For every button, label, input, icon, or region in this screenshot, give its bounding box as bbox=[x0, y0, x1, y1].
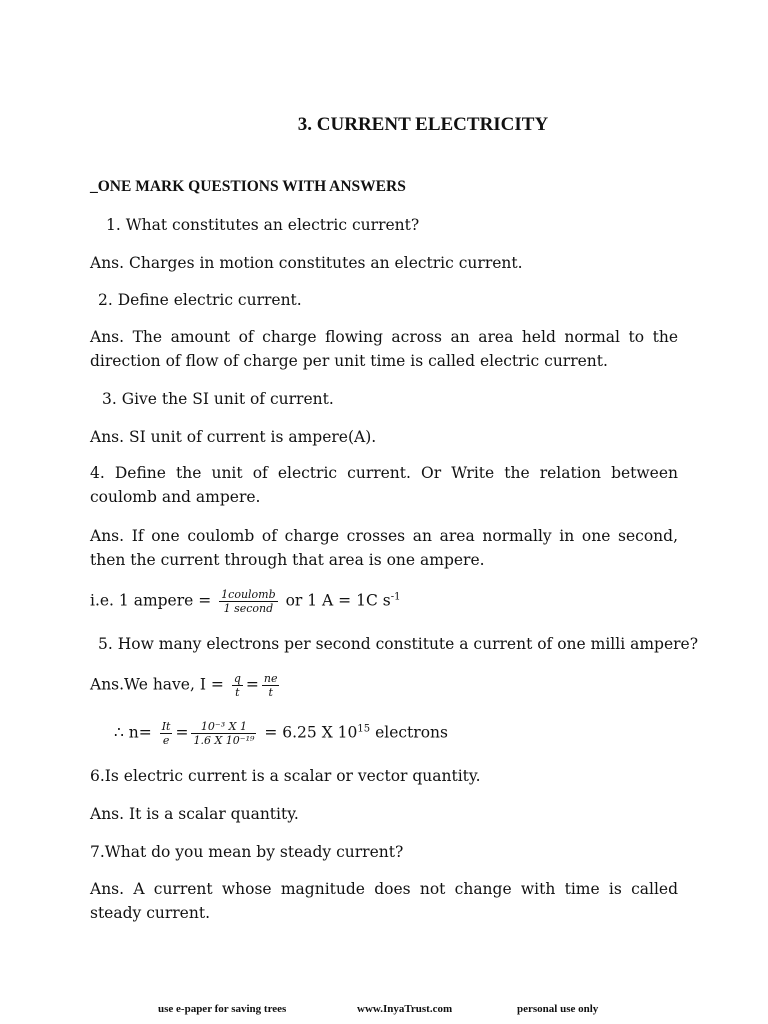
it-over-e-fraction bbox=[160, 720, 173, 747]
question-7: 7.What do you mean by steady current? bbox=[90, 843, 404, 861]
answer-1: Ans. Charges in motion constitutes an electric current. bbox=[90, 254, 523, 272]
section-heading bbox=[90, 178, 406, 196]
calc-unit: electrons bbox=[370, 723, 448, 742]
fraction-denominator: e bbox=[162, 734, 170, 747]
question-3: 3. Give the SI unit of current. bbox=[102, 390, 334, 408]
page-title: 3. CURRENT ELECTRICITY bbox=[297, 114, 549, 135]
equals-sign: = bbox=[175, 723, 189, 742]
relation-prefix: i.e. 1 ampere = bbox=[90, 591, 212, 610]
heading-underscore: _ bbox=[90, 178, 98, 195]
answer-4: Ans. If one coulomb of charge crosses an area normally in one second, then the current through that area is one ampere. bbox=[90, 527, 678, 569]
fraction-numerator: 1coulomb bbox=[221, 588, 276, 601]
fraction-numerator: q bbox=[233, 672, 241, 685]
fraction-denominator: 1 second bbox=[223, 602, 274, 615]
q-over-t-fraction bbox=[232, 672, 243, 699]
ampere-relation bbox=[90, 588, 678, 615]
footer-left: use e-paper for saving trees bbox=[158, 1003, 287, 1015]
ne-over-t-fraction bbox=[262, 672, 280, 699]
calc-result: = 6.25 X 10 bbox=[264, 723, 358, 742]
answer-5-calculation bbox=[114, 720, 702, 747]
relation-exponent: -1 bbox=[390, 591, 401, 603]
question-5: 5. How many electrons per second constitute a current of one milli ampere? bbox=[98, 635, 699, 653]
fraction-denominator: 1.6 X 10⁻¹⁹ bbox=[193, 734, 255, 747]
question-6: 6.Is electric current is a scalar or vector quantity. bbox=[90, 767, 481, 785]
answer-2: Ans. The amount of charge flowing across an area held normal to the direction of flow of charge per unit time is called electric current. bbox=[90, 328, 678, 370]
question-4: 4. Define the unit of electric current. Or Write the relation between coulomb and ampere. bbox=[90, 464, 678, 506]
fraction-numerator: It bbox=[161, 720, 171, 733]
answer-5-formula bbox=[90, 672, 678, 699]
answer-7: Ans. A current whose magnitude does not change with time is called steady current. bbox=[90, 880, 678, 922]
question-2: 2. Define electric current. bbox=[98, 291, 302, 309]
coulomb-per-second-fraction bbox=[219, 588, 277, 615]
fraction-numerator: 10⁻³ X 1 bbox=[191, 720, 256, 734]
question-1: 1. What constitutes an electric current? bbox=[106, 216, 420, 234]
relation-suffix: or 1 A = 1C s bbox=[285, 591, 391, 610]
formula-prefix: Ans.We have, I = bbox=[90, 675, 224, 694]
footer-right: personal use only bbox=[517, 1003, 599, 1015]
numeric-fraction bbox=[191, 720, 256, 747]
fraction-numerator: ne bbox=[263, 672, 278, 685]
heading-text: ONE MARK QUESTIONS WITH ANSWERS bbox=[97, 178, 406, 195]
calc-prefix: ∴ n= bbox=[114, 723, 152, 742]
answer-6: Ans. It is a scalar quantity. bbox=[90, 805, 299, 823]
answer-3: Ans. SI unit of current is ampere(A). bbox=[90, 428, 377, 446]
fraction-denominator: t bbox=[268, 686, 273, 699]
equals-sign: = bbox=[245, 675, 259, 694]
fraction-denominator: t bbox=[235, 686, 240, 699]
footer-website: www.InyaTrust.com bbox=[357, 1003, 453, 1015]
calc-exponent: 15 bbox=[357, 723, 371, 735]
